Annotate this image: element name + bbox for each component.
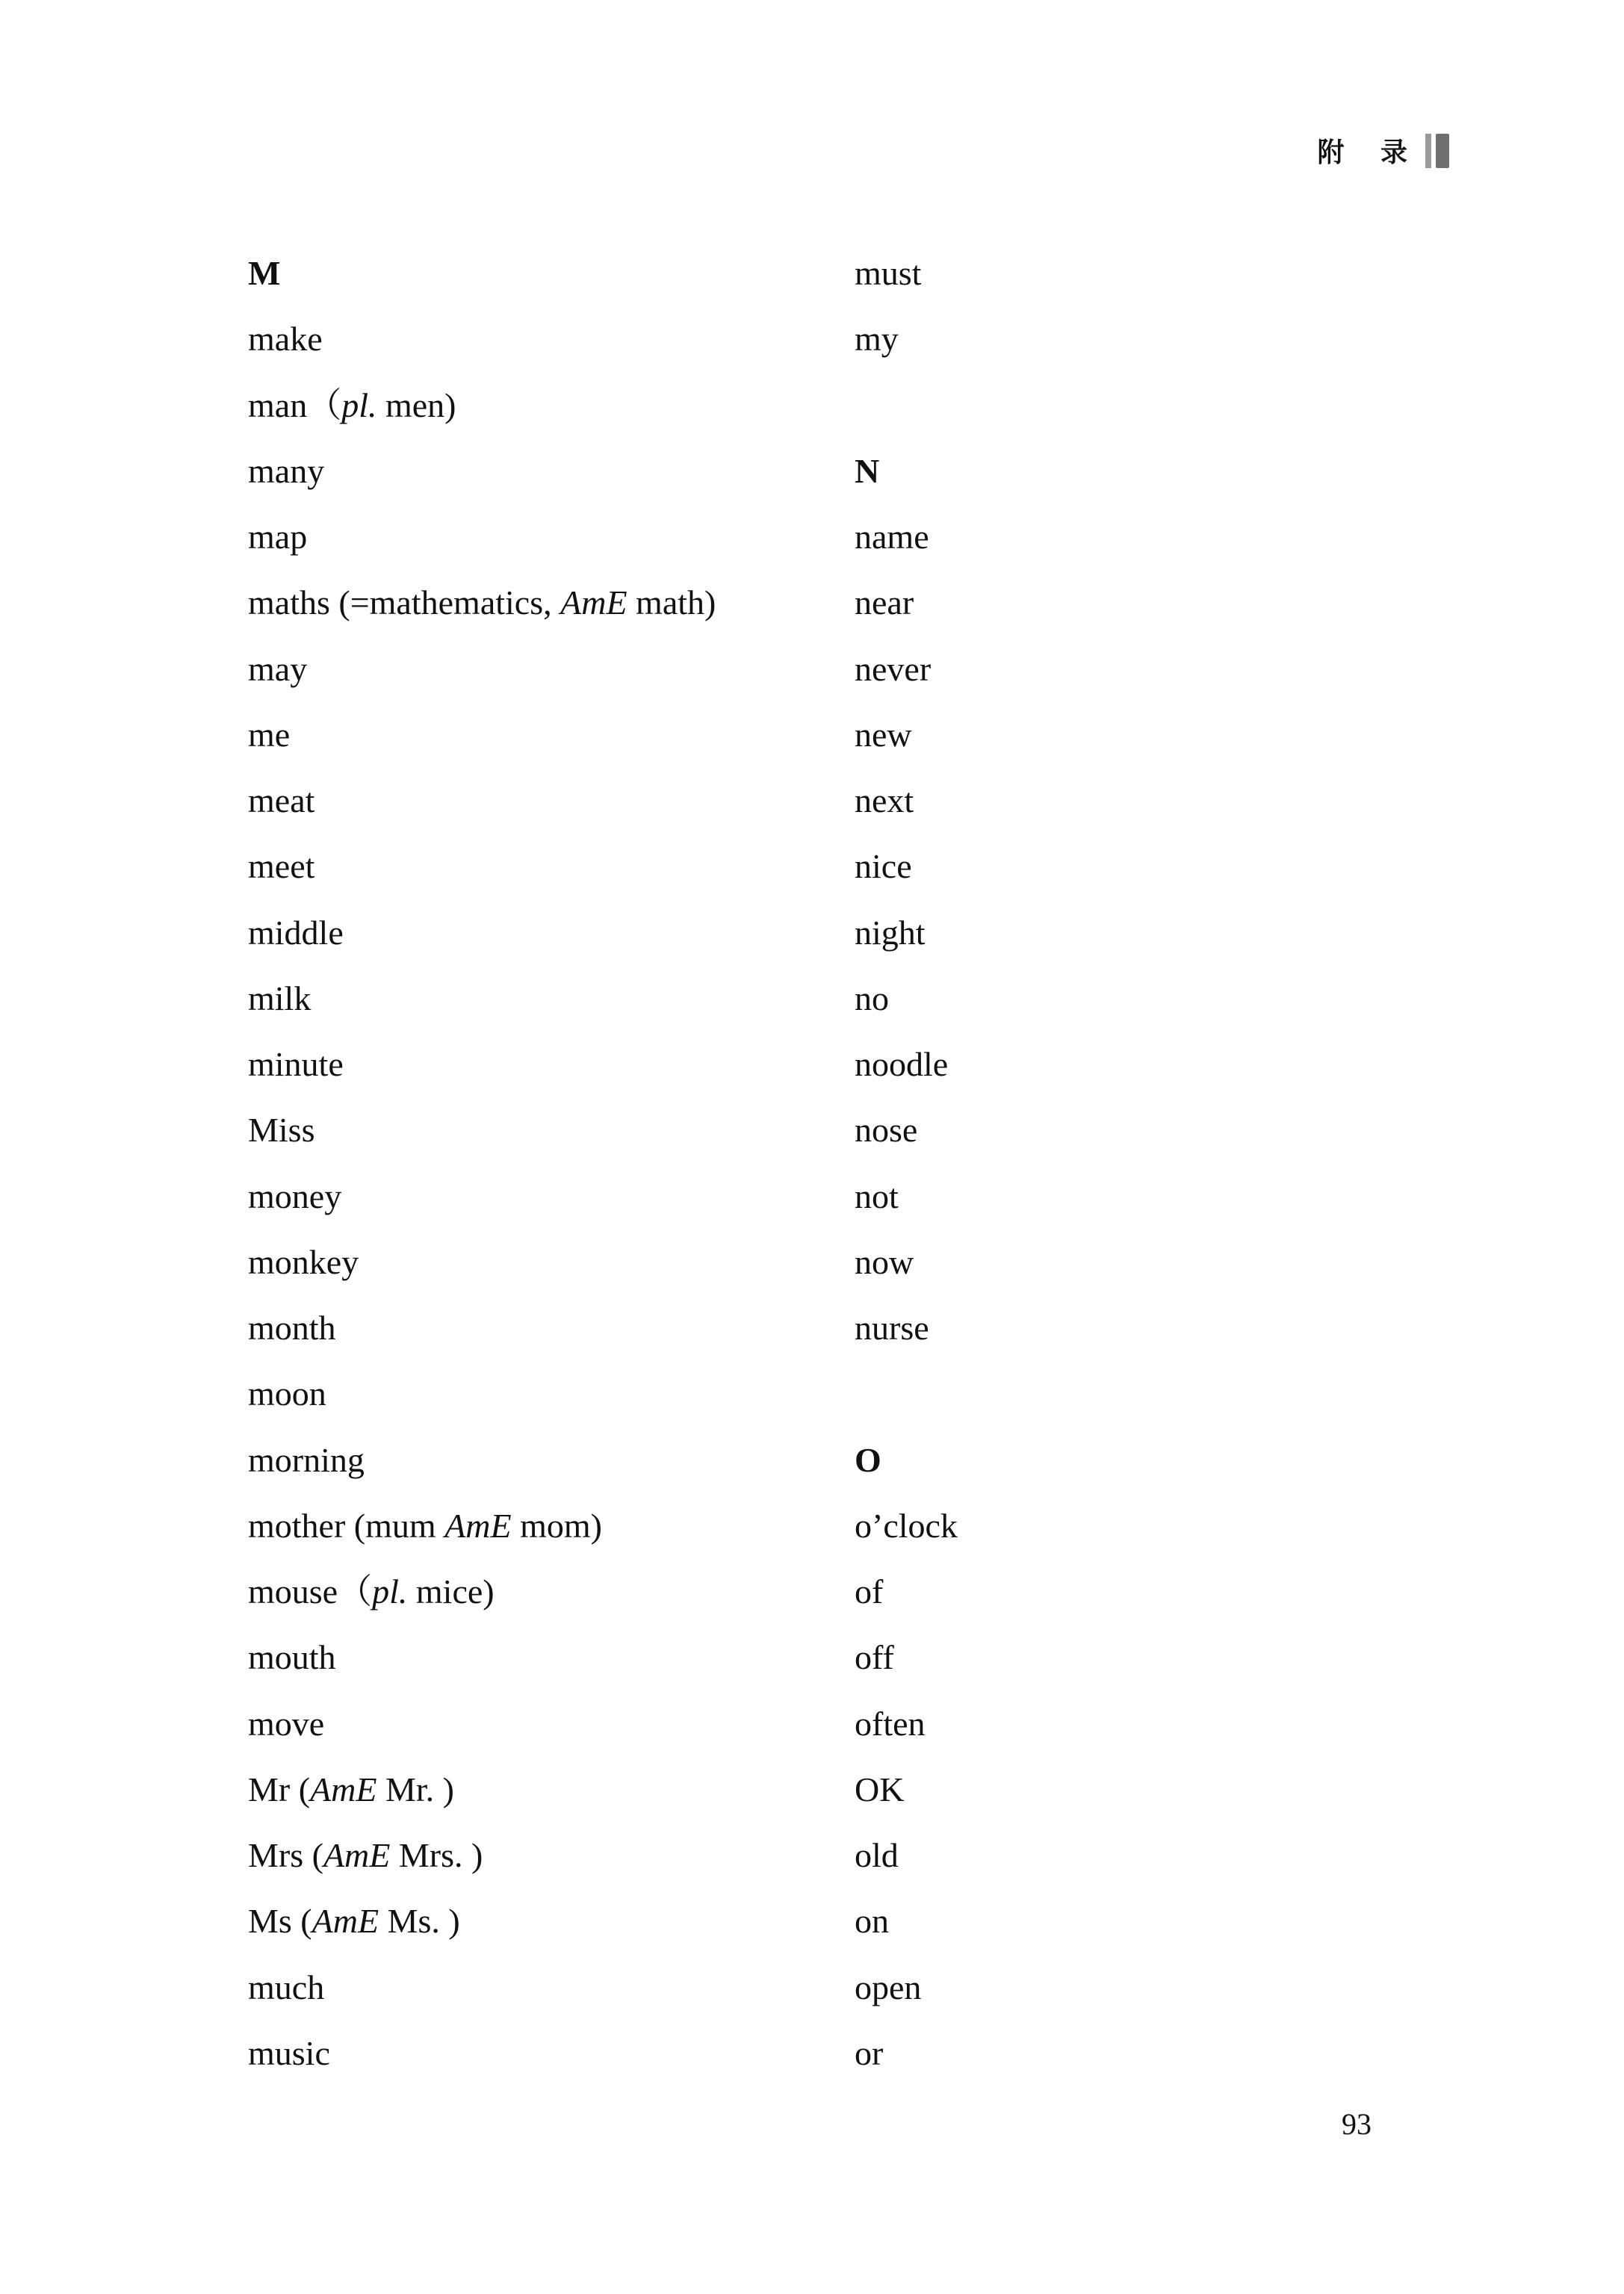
word-entry — [248, 570, 846, 636]
header-bar-thick — [1436, 134, 1449, 168]
word-entry — [855, 702, 1377, 768]
word-entry-text: music — [248, 2033, 330, 2072]
word-entry-text: mother (mum — [248, 1506, 445, 1545]
word-entry-text: Ms. ) — [379, 1902, 460, 1941]
word-list-left-column — [248, 241, 846, 2086]
word-entry — [248, 1625, 846, 1690]
word-entry — [855, 1823, 1377, 1888]
word-entry-text: next — [855, 781, 914, 819]
header-bar-thin — [1425, 134, 1431, 168]
word-entry — [855, 1955, 1377, 2021]
word-entry — [248, 1295, 846, 1361]
word-entry — [248, 966, 846, 1032]
word-entry-text: morning — [248, 1440, 365, 1479]
word-entry — [248, 373, 846, 438]
word-entry — [855, 1691, 1377, 1757]
word-entry-text: milk — [248, 979, 312, 1017]
word-entry — [855, 1493, 1377, 1559]
word-entry-text: O — [855, 1440, 881, 1479]
word-entry-text: nurse — [855, 1309, 929, 1347]
word-entry-italic-part: AmE — [560, 583, 627, 622]
word-entry — [248, 1032, 846, 1097]
word-entry — [855, 1230, 1377, 1295]
word-entry — [855, 1888, 1377, 1954]
word-entry — [855, 1757, 1377, 1823]
word-entry-text: N — [855, 451, 880, 490]
word-entry — [855, 2021, 1377, 2086]
word-entry-text: often — [855, 1704, 926, 1743]
word-entry-text: or — [855, 2033, 884, 2072]
word-entry-text: of — [855, 1572, 884, 1611]
word-entry-text: math) — [627, 583, 716, 622]
word-entry-text: no — [855, 979, 889, 1017]
word-entry — [855, 1295, 1377, 1361]
word-entry — [248, 702, 846, 768]
word-entry — [855, 1559, 1377, 1625]
word-entry-italic-part: AmE — [312, 1902, 379, 1941]
word-entry-text: move — [248, 1704, 325, 1743]
header-title: 附 录 — [1317, 137, 1421, 168]
word-entry-italic-part: AmE — [310, 1770, 377, 1808]
word-entry — [855, 570, 1377, 636]
word-entry — [248, 504, 846, 570]
word-entry-text: Mr. ) — [376, 1770, 454, 1808]
word-entry-text: off — [855, 1638, 894, 1677]
word-entry-text: old — [855, 1836, 899, 1874]
word-entry-text: meat — [248, 781, 315, 819]
word-entry — [855, 1164, 1377, 1230]
letter-heading — [248, 241, 846, 306]
word-entry — [248, 2021, 846, 2086]
word-entry — [855, 306, 1377, 372]
word-entry — [248, 1493, 846, 1559]
word-entry-text: never — [855, 649, 932, 688]
word-entry-italic-part: AmE — [323, 1836, 391, 1874]
word-entry — [248, 1757, 846, 1823]
word-entry — [248, 1097, 846, 1163]
word-entry-text: new — [855, 715, 912, 754]
word-entry-italic-part: AmE — [444, 1506, 512, 1545]
word-entry-text: men) — [376, 385, 456, 424]
word-entry — [855, 966, 1377, 1032]
word-entry-text: not — [855, 1177, 899, 1215]
word-entry-text: many — [248, 451, 325, 490]
word-entry — [248, 1164, 846, 1230]
word-entry-text: Mrs. ) — [390, 1836, 483, 1874]
word-entry-text: now — [855, 1242, 914, 1281]
word-entry — [248, 1427, 846, 1493]
word-entry-text: meet — [248, 847, 315, 886]
word-entry-text: mouse（ — [248, 1572, 373, 1611]
word-entry — [855, 900, 1377, 966]
word-entry-text: mom) — [511, 1506, 602, 1545]
word-entry — [855, 504, 1377, 570]
word-entry — [855, 1625, 1377, 1690]
word-entry-text: money — [248, 1177, 342, 1215]
word-entry — [248, 636, 846, 702]
word-entry-text: nose — [855, 1111, 918, 1150]
word-entry — [248, 834, 846, 899]
word-entry-text: moon — [248, 1374, 326, 1413]
blank-line — [855, 373, 1377, 438]
word-entry-text: noodle — [855, 1045, 949, 1083]
word-entry-text: map — [248, 518, 308, 556]
word-entry-text: me — [248, 715, 291, 754]
header-bars-icon — [1425, 134, 1449, 168]
word-entry-text: near — [855, 583, 914, 622]
word-entry-text: middle — [248, 913, 344, 952]
word-entry-text: month — [248, 1309, 336, 1347]
page-number: 93 — [1342, 2107, 1372, 2141]
word-list-right-column — [855, 241, 1377, 2086]
word-entry-text: Miss — [248, 1111, 315, 1150]
word-entry-text: name — [855, 518, 929, 556]
word-entry — [855, 834, 1377, 899]
word-entry-text: my — [855, 320, 899, 359]
word-entry-italic-part: pl. — [372, 1572, 408, 1611]
word-entry-text: mouth — [248, 1638, 336, 1677]
word-entry-italic-part: pl. — [341, 385, 377, 424]
word-entry-text: M — [248, 254, 281, 292]
word-entry — [855, 636, 1377, 702]
word-entry-text: o’clock — [855, 1506, 958, 1545]
word-entry-text: man（ — [248, 385, 342, 424]
word-entry — [248, 1691, 846, 1757]
word-entry-text: maths (=mathematics, — [248, 583, 561, 622]
word-entry — [248, 1559, 846, 1625]
blank-line — [855, 1361, 1377, 1427]
word-entry-text: monkey — [248, 1242, 359, 1281]
word-entry — [248, 1230, 846, 1295]
word-entry-text: open — [855, 1968, 922, 2006]
letter-heading — [855, 438, 1377, 504]
word-entry-text: night — [855, 913, 926, 952]
word-entry — [248, 306, 846, 372]
word-entry-text: minute — [248, 1045, 344, 1083]
word-entry — [248, 1888, 846, 1954]
word-entry-text: on — [855, 1902, 889, 1941]
word-entry-text: Mr ( — [248, 1770, 311, 1808]
word-entry-text: OK — [855, 1770, 905, 1808]
running-header — [1317, 131, 1449, 170]
letter-heading — [855, 1427, 1377, 1493]
word-entry — [248, 1823, 846, 1888]
word-entry — [248, 1361, 846, 1427]
word-entry-text: Ms ( — [248, 1902, 312, 1941]
word-entry-text: much — [248, 1968, 325, 2006]
word-entry — [248, 438, 846, 504]
word-entry-text: mice) — [407, 1572, 495, 1611]
word-entry — [248, 768, 846, 834]
word-entry — [855, 768, 1377, 834]
word-entry-text: must — [855, 254, 922, 292]
word-entry-text: nice — [855, 847, 912, 886]
word-entry — [855, 1032, 1377, 1097]
word-entry-text: make — [248, 320, 323, 359]
word-entry — [248, 900, 846, 966]
word-entry — [855, 241, 1377, 306]
word-entry — [855, 1097, 1377, 1163]
word-entry — [248, 1955, 846, 2021]
word-entry-text: Mrs ( — [248, 1836, 323, 1874]
word-entry-text: may — [248, 649, 308, 688]
